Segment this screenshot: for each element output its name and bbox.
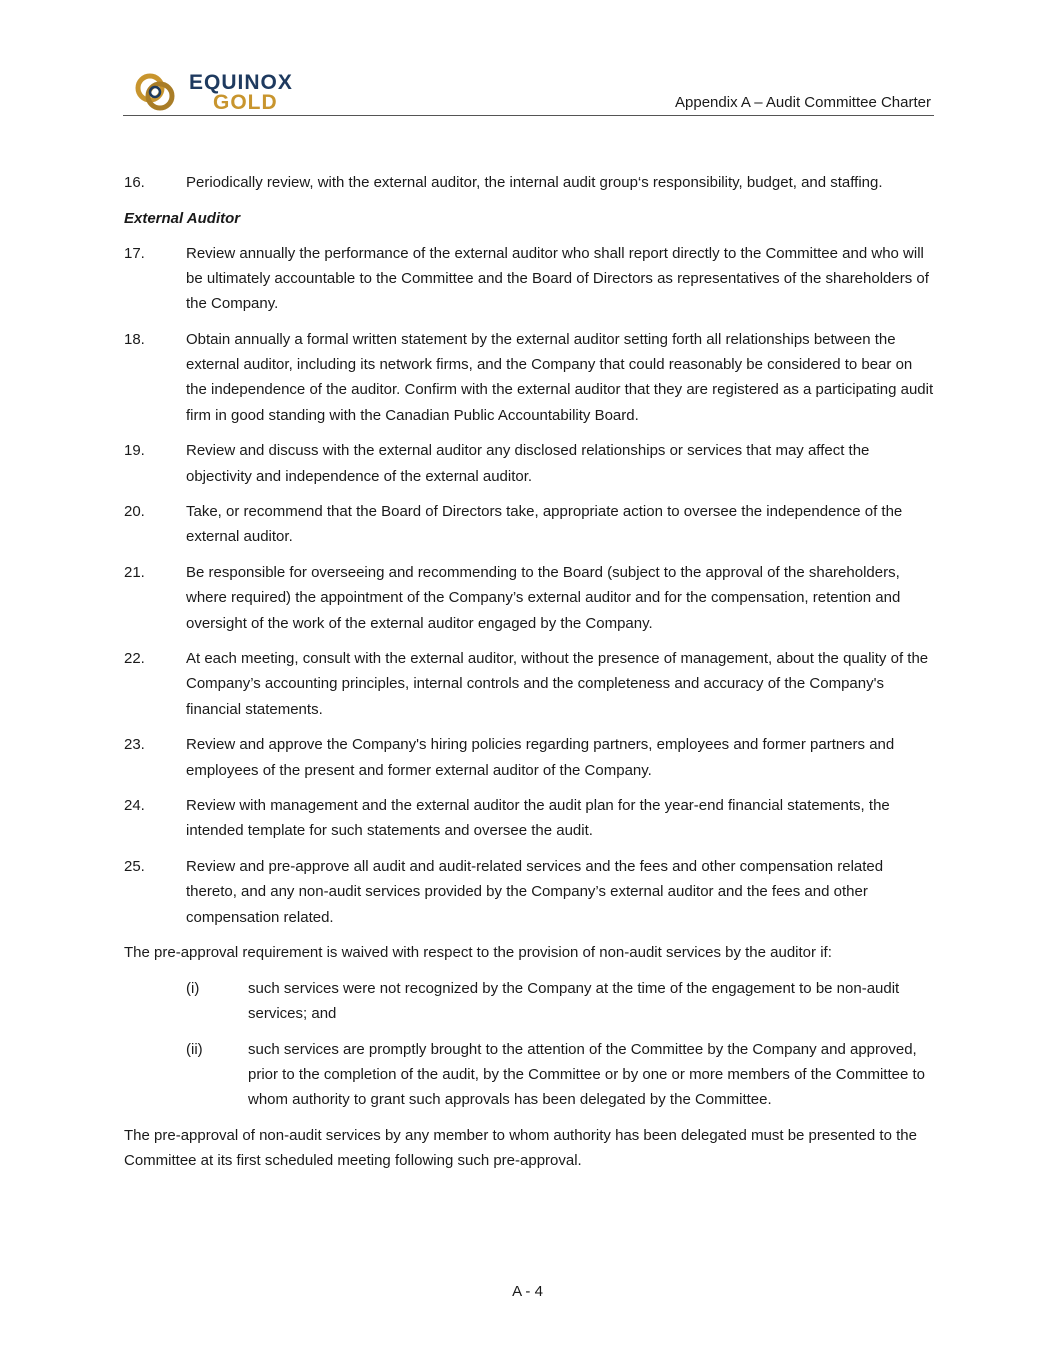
- item-text: Review and pre-approve all audit and audit-related services and the fees and other compensation related thereto, and any non-audit services provided by the Company’s external auditor and the fees and other compensation related.: [186, 858, 884, 926]
- list-item-25: [124, 854, 934, 930]
- list-item-18: [124, 327, 934, 428]
- list-item-17: [124, 241, 934, 317]
- item-number: 23.: [124, 736, 145, 754]
- item-number: 16.: [124, 174, 145, 191]
- list-item-16: [124, 170, 934, 195]
- list-item-21: [124, 560, 934, 636]
- item-text: Review and discuss with the external auditor any disclosed relationships or services that may affect the objectivity and independence of the external auditor.: [186, 442, 870, 485]
- item-number: 22.: [124, 650, 145, 668]
- item-text: Take, or recommend that the Board of Directors take, appropriate action to oversee the independence of the external auditor.: [186, 503, 903, 546]
- item-text: Review annually the performance of the external auditor who shall report directly to the Committee and who will be ultimately accountable to the Committee and the Board of Directors as representatives of the shareholders of the Company.: [186, 244, 929, 313]
- document-body: [124, 170, 934, 1184]
- logo-emblem-icon: [133, 70, 179, 114]
- list-item-22: [124, 646, 934, 722]
- item-number: 17.: [124, 244, 145, 262]
- item-text: Periodically review, with the external auditor, the internal audit group‘s responsibility, budget, and staffing.: [186, 174, 883, 191]
- sub-item-number: (i): [186, 979, 200, 997]
- item-text: At each meeting, consult with the external auditor, without the presence of management, about the quality of the Company’s accounting principles, internal controls and the completeness and accuracy of the Company's financial statements.: [186, 650, 929, 718]
- item-number: 21.: [124, 564, 145, 582]
- sub-item-number: (ii): [186, 1040, 203, 1058]
- waiver-intro-paragraph: The pre-approval requirement is waived with respect to the provision of non-audit services by the auditor if:: [124, 944, 832, 962]
- item-number: 25.: [124, 858, 145, 876]
- item-number: 24.: [124, 797, 145, 815]
- equinox-gold-logo: [133, 70, 303, 114]
- item-text: Review with management and the external auditor the audit plan for the year-end financial statements, the intended template for such statements and oversee the audit.: [186, 797, 890, 840]
- sub-item-ii: [124, 1037, 934, 1113]
- sub-item-i: [124, 976, 934, 1026]
- header-title: Appendix A – Audit Committee Charter: [675, 94, 931, 111]
- page-number: A - 4: [512, 1283, 543, 1300]
- section-heading-external-auditor: External Auditor: [124, 209, 241, 227]
- logo-word-gold: GOLD: [213, 91, 278, 114]
- item-number: 18.: [124, 331, 145, 349]
- page-header: [123, 68, 934, 116]
- list-item-20: [124, 499, 934, 549]
- item-number: 20.: [124, 503, 145, 521]
- sub-item-text: such services are promptly brought to the attention of the Committee by the Company and approved, prior to the completion of the audit, by the Committee or by one or more members of the Committee to whom authority to grant such approvals has been delegated by the Committee.: [248, 1040, 925, 1109]
- item-text: Review and approve the Company's hiring policies regarding partners, employees and former partners and employees of the present and former external auditor of the Company.: [186, 736, 895, 779]
- list-item-23: [124, 732, 934, 782]
- logo-word-equinox: EQUINOX: [189, 71, 293, 94]
- item-text: Be responsible for overseeing and recommending to the Board (subject to the approval of the shareholders, where required) the appointment of the Company’s external auditor and for the compensation, retention and oversight of the work of the external auditor engaged by the Company.: [186, 564, 901, 632]
- list-item-24: [124, 793, 934, 843]
- header-rule: [123, 115, 934, 116]
- sub-item-text: such services were not recognized by the Company at the time of the engagement to be non-audit services; and: [248, 979, 900, 1023]
- list-item-19: [124, 438, 934, 488]
- closing-paragraph: The pre-approval of non-audit services by any member to whom authority has been delegated must be presented to the Committee at its first scheduled meeting following such pre-approval.: [124, 1127, 917, 1170]
- item-number: 19.: [124, 442, 145, 460]
- item-text: Obtain annually a formal written statement by the external auditor setting forth all relationships between the external auditor, including its network firms, and the Company that could reasonably be considered to bear on the independence of the auditor. Confirm with the external auditor that they are registered as a participating audit firm in good standing with the Canadian Public Accountability Board.: [186, 331, 934, 424]
